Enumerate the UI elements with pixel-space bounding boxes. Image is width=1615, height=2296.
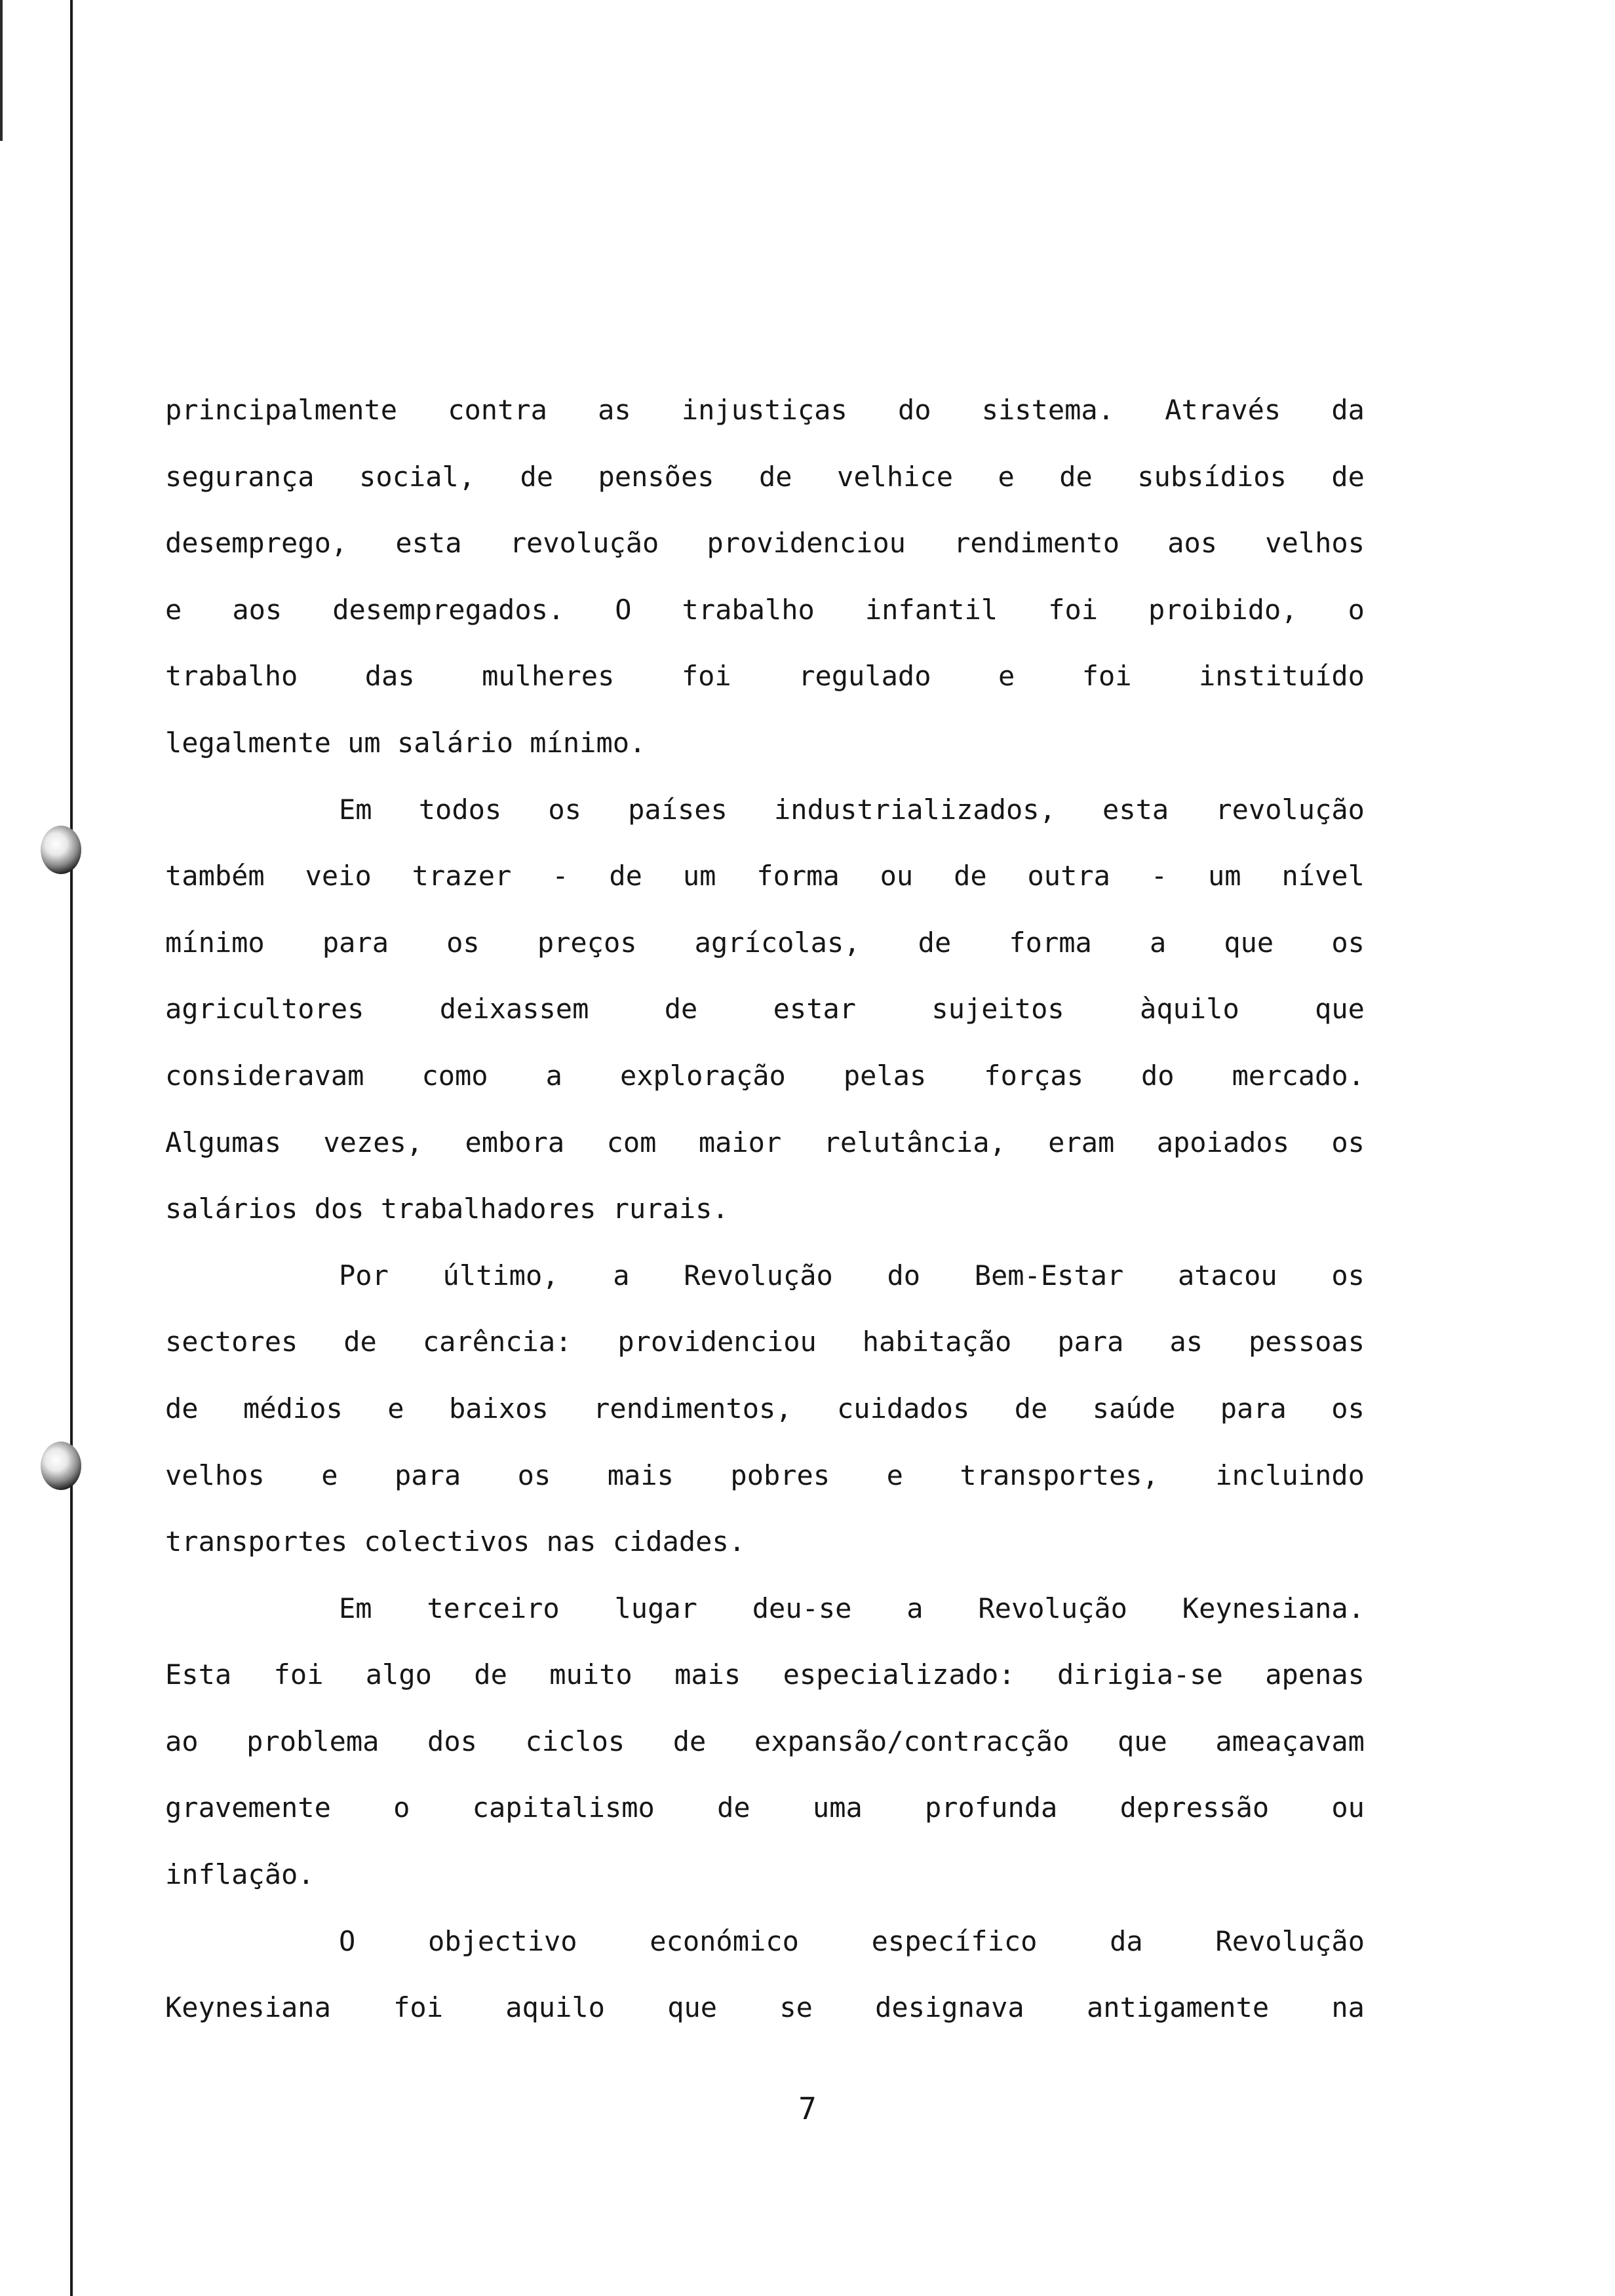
word: mulheres [482, 660, 615, 693]
word: carência: [422, 1326, 572, 1358]
word: trabalho [165, 660, 298, 693]
word: e [998, 460, 1015, 493]
word: principalmente [165, 394, 398, 426]
word: aos [232, 593, 282, 626]
word: eram [1048, 1126, 1115, 1158]
word: da [1110, 1924, 1143, 1957]
word: das [364, 660, 415, 693]
word: o [1348, 593, 1365, 626]
word: a [613, 1259, 630, 1292]
word: ou [880, 860, 914, 892]
word: Esta [165, 1658, 232, 1691]
text-line: legalmente um salário mínimo. [165, 726, 646, 759]
word: um [682, 860, 716, 892]
word: foi [681, 660, 731, 693]
word: Bem-Estar [974, 1259, 1124, 1292]
word: de [664, 993, 698, 1025]
word: que [667, 1991, 718, 2024]
word: industrializados, [774, 793, 1056, 826]
page-edge-mark [0, 0, 3, 141]
text-line [165, 510, 1365, 577]
word: segurança [165, 460, 315, 493]
word: do [887, 1259, 921, 1292]
word: último, [442, 1259, 559, 1292]
word: especializado: [783, 1658, 1015, 1691]
text-line: inflação. [165, 1858, 315, 1891]
word: de [918, 926, 952, 959]
word: providenciou [617, 1326, 817, 1358]
word: os [548, 793, 581, 826]
word: dirigia-se [1057, 1658, 1223, 1691]
binding-margin-line [70, 0, 73, 2296]
text-line [165, 1442, 1365, 1509]
word: Revolução [684, 1259, 833, 1292]
word: apenas [1265, 1658, 1365, 1691]
word: exploração [619, 1059, 786, 1092]
word: de [759, 460, 792, 493]
word: desempregados. [332, 593, 565, 626]
word: que [1315, 993, 1365, 1025]
word: velhos [165, 1459, 265, 1491]
punch-hole-top [41, 826, 81, 874]
word: Keynesiana [165, 1991, 331, 2024]
word: as [598, 394, 631, 426]
word: os [1331, 1126, 1365, 1158]
word: como [421, 1059, 488, 1092]
word: para [1057, 1326, 1124, 1358]
word: aquilo [505, 1991, 605, 2024]
word: económico [650, 1924, 799, 1957]
word: depressão [1119, 1791, 1270, 1824]
word: revolução [509, 527, 659, 560]
word: que [1224, 926, 1274, 959]
word: Keynesiana. [1182, 1592, 1365, 1624]
word: trabalho [682, 593, 815, 626]
word: velhice [837, 460, 954, 493]
word: Por [339, 1259, 389, 1292]
word: uma [812, 1791, 863, 1824]
word: mais [674, 1658, 741, 1691]
word: agricultores [165, 993, 364, 1025]
text-line [165, 1575, 1365, 1642]
word: pelas [843, 1059, 927, 1092]
word: Revolução [978, 1592, 1127, 1624]
word: preços [537, 926, 637, 959]
word: do [1141, 1059, 1175, 1092]
word: de [343, 1326, 377, 1358]
text-line [165, 1641, 1365, 1708]
word: ciclos [525, 1725, 625, 1757]
word: específico [871, 1924, 1038, 1957]
text-line [165, 1708, 1365, 1775]
word: pobres [730, 1459, 830, 1491]
word: países [628, 793, 728, 826]
word: de [474, 1658, 507, 1691]
word: ameaçavam [1215, 1725, 1365, 1757]
word: ou [1331, 1791, 1365, 1824]
word: de [1331, 460, 1365, 493]
word: designava [875, 1991, 1024, 2024]
word: rendimentos, [593, 1392, 792, 1425]
word: habitação [862, 1326, 1012, 1358]
word: terceiro [427, 1592, 560, 1624]
word: profunda [925, 1791, 1058, 1824]
word: foi [273, 1658, 324, 1691]
text-line [165, 909, 1365, 976]
word: saúde [1092, 1392, 1176, 1425]
word: as [1169, 1326, 1203, 1358]
word: embora [465, 1126, 565, 1158]
word: os [517, 1459, 551, 1491]
word: outra [1027, 860, 1110, 892]
word: O [615, 593, 632, 626]
word: cuidados [837, 1392, 970, 1425]
word: consideravam [165, 1059, 364, 1092]
word: atacou [1177, 1259, 1277, 1292]
word: sujeitos [931, 993, 1064, 1025]
word: apoiados [1156, 1126, 1289, 1158]
word: os [1331, 926, 1365, 959]
word: problema [246, 1725, 379, 1757]
page-number: 7 [798, 2091, 817, 2126]
text-line [165, 1375, 1365, 1442]
word: forma [1009, 926, 1092, 959]
word: esta [395, 527, 462, 560]
word: incluindo [1215, 1459, 1365, 1491]
word: capitalismo [472, 1791, 655, 1824]
word: dos [427, 1725, 477, 1757]
word: os [1331, 1392, 1365, 1425]
word: a [906, 1592, 924, 1624]
word: um [1208, 860, 1241, 892]
word: instituído [1199, 660, 1365, 693]
text-line [165, 1242, 1365, 1309]
word: de [954, 860, 987, 892]
word: Algumas [165, 1126, 282, 1158]
text-line [165, 1774, 1365, 1841]
word: e [886, 1459, 903, 1491]
word: rendimento [954, 527, 1120, 560]
word: pessoas [1248, 1326, 1365, 1358]
word: estar [773, 993, 857, 1025]
word: Revolução [1215, 1924, 1365, 1957]
word: foi [1048, 593, 1099, 626]
text-line [165, 776, 1365, 843]
word: objectivo [428, 1924, 577, 1957]
text-line [165, 1974, 1365, 2041]
word: O [339, 1924, 356, 1957]
word: forma [756, 860, 840, 892]
word: de [165, 1392, 199, 1425]
word: os [446, 926, 480, 959]
text-line [165, 1309, 1365, 1375]
word: relutância, [823, 1126, 1006, 1158]
text-line [165, 1109, 1365, 1176]
word: de [520, 460, 554, 493]
word: aos [1167, 527, 1218, 560]
word: médios [243, 1392, 343, 1425]
word: desemprego, [165, 527, 348, 560]
word: da [1331, 394, 1365, 426]
word: os [1331, 1259, 1365, 1292]
text-line [165, 577, 1365, 643]
text-line [165, 843, 1365, 909]
word: vezes, [323, 1126, 423, 1158]
word: àquilo [1140, 993, 1239, 1025]
word: e [321, 1459, 338, 1491]
word: com [606, 1126, 657, 1158]
text-line [165, 976, 1365, 1043]
word: Através [1165, 394, 1281, 426]
word: maior [698, 1126, 782, 1158]
word: algo [365, 1658, 432, 1691]
word: mínimo [165, 926, 265, 959]
word: trazer [412, 860, 512, 892]
punch-hole-bottom [41, 1442, 81, 1490]
word: foi [1081, 660, 1132, 693]
text-line: salários dos trabalhadores rurais. [165, 1193, 729, 1225]
text-line: transportes colectivos nas cidades. [165, 1525, 746, 1558]
word: de [717, 1791, 750, 1824]
word: gravemente [165, 1791, 331, 1824]
text-line [165, 1043, 1365, 1109]
word: revolução [1215, 793, 1365, 826]
word: forças [984, 1059, 1083, 1092]
word: mais [607, 1459, 674, 1491]
word: todos [418, 793, 502, 826]
word: ao [165, 1725, 199, 1757]
word: para [1220, 1392, 1287, 1425]
word: velhos [1265, 527, 1365, 560]
word: a [1149, 926, 1167, 959]
word: providenciou [707, 527, 906, 560]
word: e [998, 660, 1015, 693]
word: proibido, [1148, 593, 1298, 626]
word: que [1117, 1725, 1167, 1757]
word: do [897, 394, 931, 426]
word: de [609, 860, 642, 892]
word: para [322, 926, 389, 959]
word: sectores [165, 1326, 298, 1358]
word: na [1331, 1991, 1365, 2024]
word: baixos [448, 1392, 549, 1425]
word: para [395, 1459, 461, 1491]
word: de [1059, 460, 1093, 493]
word: Em [339, 1592, 372, 1624]
word: pensões [598, 460, 714, 493]
word: foi [393, 1991, 443, 2024]
word: - [1150, 860, 1168, 892]
word: sistema. [981, 394, 1114, 426]
word: lugar [614, 1592, 697, 1624]
word: nível [1281, 860, 1365, 892]
document-body [165, 377, 1365, 2041]
word: social, [359, 460, 476, 493]
word: contra [448, 394, 547, 426]
word: esta [1102, 793, 1169, 826]
word: de [1014, 1392, 1048, 1425]
word: expansão/contracção [754, 1725, 1070, 1757]
word: regulado [798, 660, 931, 693]
word: Em [339, 793, 372, 826]
word: se [779, 1991, 813, 2024]
word: - [552, 860, 569, 892]
word: muito [549, 1658, 632, 1691]
word: injustiças [681, 394, 847, 426]
word: também [165, 860, 265, 892]
word: mercado. [1232, 1059, 1365, 1092]
word: deu-se [752, 1592, 852, 1624]
text-line [165, 1908, 1365, 1975]
text-line [165, 377, 1365, 444]
word: o [393, 1791, 410, 1824]
word: antigamente [1086, 1991, 1270, 2024]
word: transportes, [960, 1459, 1159, 1491]
word: agrícolas, [694, 926, 861, 959]
word: a [545, 1059, 562, 1092]
text-line [165, 444, 1365, 510]
word: infantil [865, 593, 998, 626]
word: e [387, 1392, 404, 1425]
word: de [672, 1725, 707, 1757]
text-line [165, 643, 1365, 710]
word: e [165, 593, 182, 626]
word: subsídios [1137, 460, 1287, 493]
word: deixassem [439, 993, 589, 1025]
word: veio [305, 860, 372, 892]
